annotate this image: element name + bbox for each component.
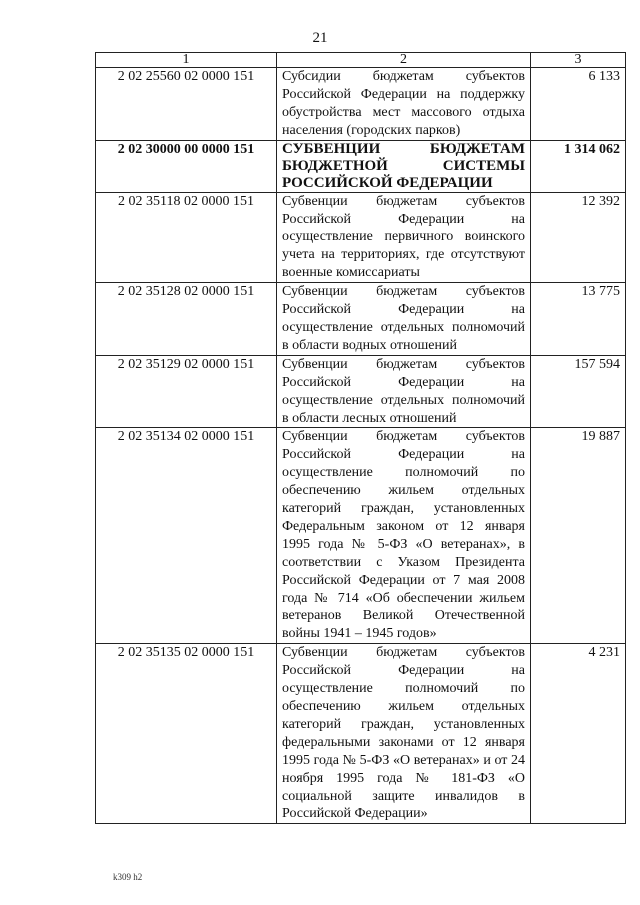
- table-body: [96, 53, 626, 824]
- budget-code-cell: 2 02 35134 02 0000 151: [96, 428, 277, 644]
- column-header-1: 1: [96, 53, 277, 68]
- description-cell: Субвенции бюджетам субъектов Российской Федерации на осуществление полномочий по обеспечению жильем отдельных категорий граждан, установленных федеральными законами от 12 января 1995 года № 5-ФЗ «О ветеранах» и от 24 ноября 1995 года № 181-ФЗ «О социальной защите инвалидов в Российской Федерации»: [277, 644, 531, 824]
- budget-code-cell: 2 02 25560 02 0000 151: [96, 68, 277, 141]
- amount-cell: 6 133: [531, 68, 626, 141]
- budget-code-cell: 2 02 35128 02 0000 151: [96, 283, 277, 356]
- amount-cell: 19 887: [531, 428, 626, 644]
- amount-cell: 4 231: [531, 644, 626, 824]
- footer-code: k309 h2: [113, 872, 143, 882]
- table-header-row: [96, 53, 626, 68]
- table-row: [96, 283, 626, 356]
- amount-cell: 13 775: [531, 283, 626, 356]
- column-header-3: 3: [531, 53, 626, 68]
- description-cell: Субвенции бюджетам субъектов Российской Федерации на осуществление отдельных полномочий в области водных отношений: [277, 283, 531, 356]
- amount-cell: 12 392: [531, 192, 626, 283]
- budget-code-cell: 2 02 35129 02 0000 151: [96, 355, 277, 428]
- budget-code-cell: 2 02 35135 02 0000 151: [96, 644, 277, 824]
- budget-code-cell: 2 02 30000 00 0000 151: [96, 140, 277, 192]
- budget-table: [95, 52, 626, 824]
- page-number: 21: [312, 30, 328, 46]
- amount-cell: 1 314 062: [531, 140, 626, 192]
- description-cell: Субвенции бюджетам субъектов Российской Федерации на осуществление отдельных полномочий в области лесных отношений: [277, 355, 531, 428]
- budget-code-cell: 2 02 35118 02 0000 151: [96, 192, 277, 283]
- description-cell: Субвенции бюджетам субъектов Российской Федерации на осуществление первичного воинского учета на территориях, где отсутствуют военные комиссариаты: [277, 192, 531, 283]
- table-row: [96, 140, 626, 192]
- table-row: [96, 644, 626, 824]
- description-cell: СУБВЕНЦИИ БЮДЖЕТАМ БЮДЖЕТНОЙ СИСТЕМЫ РОССИЙСКОЙ ФЕДЕРАЦИИ: [277, 140, 531, 192]
- table-row: [96, 192, 626, 283]
- description-cell: Субсидии бюджетам субъектов Российской Федерации на поддержку обустройства мест массового отдыха населения (городских парков): [277, 68, 531, 141]
- table-row: [96, 355, 626, 428]
- table-row: [96, 428, 626, 644]
- amount-cell: 157 594: [531, 355, 626, 428]
- column-header-2: 2: [277, 53, 531, 68]
- description-cell: Субвенции бюджетам субъектов Российской Федерации на осуществление полномочий по обеспечению жильем отдельных категорий граждан, установленных Федеральным законом от 12 января 1995 года № 5-ФЗ «О ветеранах», в соответствии с Указом Президента Российской Федерации от 7 мая 2008 года № 714 «Об обеспечении жильем ветеранов Великой Отечественной войны 1941 – 1945 годов»: [277, 428, 531, 644]
- table-row: [96, 68, 626, 141]
